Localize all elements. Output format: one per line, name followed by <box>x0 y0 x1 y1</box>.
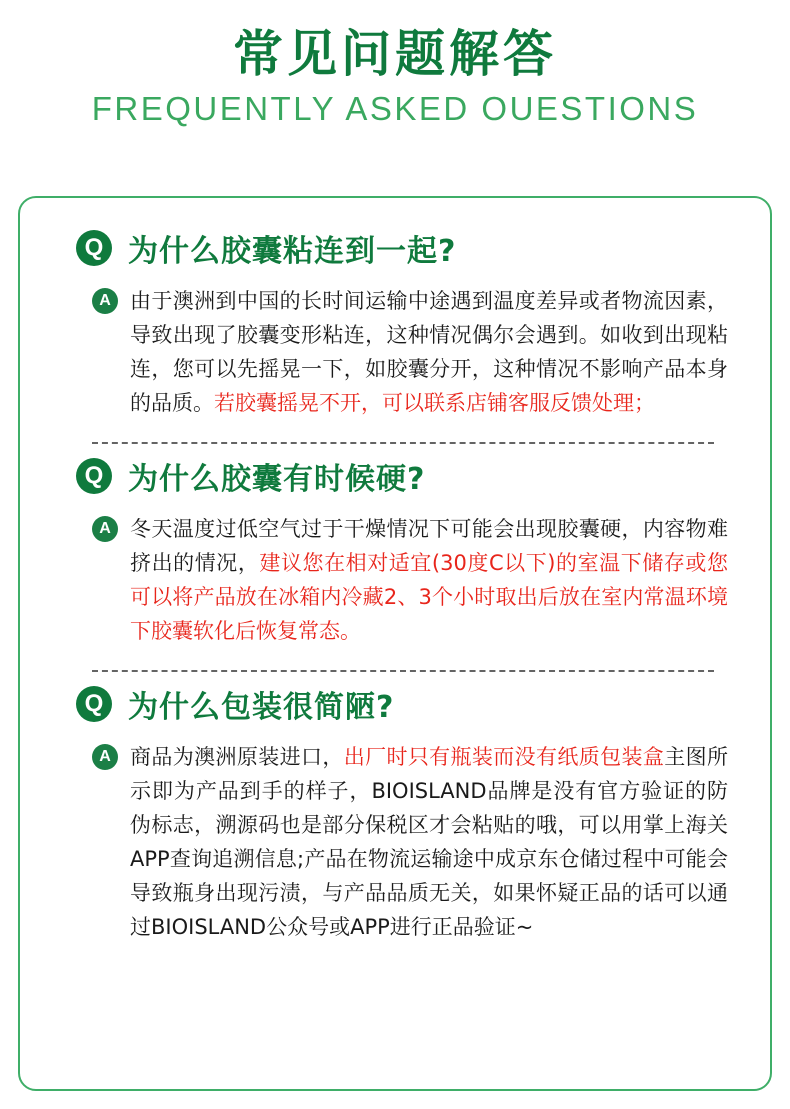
answer-badge-icon: A <box>92 744 118 770</box>
answer-badge-icon: A <box>92 516 118 542</box>
answer-text <box>130 512 728 648</box>
question-badge-icon: Q <box>76 686 112 722</box>
answer-segment-highlight: 出厂时只有瓶装而没有纸质包装盒 <box>343 745 665 770</box>
answer-text <box>130 740 728 944</box>
answer-segment: 主图所示即为产品到手的样子，BIOISLAND品牌是没有官方验证的防伪标志，溯源码也是部分保税区才会粘贴的哦，可以用掌上海关APP查询追溯信息;产品在物流运输途中成京东仓储过程中可能会导致瓶身出现污渍，与产品品质无关，如果怀疑正品的话可以通过BIOISLAND公众号或APP进行正品验证~ <box>130 745 729 940</box>
answer-segment: 由于澳洲到中国的长时间运输中途遇到温度差异或者物流因素，导致出现了胶囊变形粘连，这种情况偶尔会遇到。如收到出现粘连，您可以先摇晃一下，如胶囊分开，这种情况不影响产品本身的品质。 <box>130 289 728 416</box>
question-row <box>46 682 744 726</box>
question-badge-icon: Q <box>76 230 112 266</box>
answer-row <box>46 512 744 648</box>
question-text: 为什么胶囊有时候硬? <box>128 462 426 498</box>
section-divider <box>92 670 714 672</box>
question-badge-icon: Q <box>76 458 112 494</box>
answer-text <box>130 284 728 420</box>
page-title: 常见问题解答 <box>233 25 557 83</box>
answer-segment: 冬天温度过低空气过于干燥情况下可能会出现胶囊硬，内容物难挤出的情况， <box>130 517 728 576</box>
answer-segment-highlight: 若胶囊摇晃不开，可以联系店铺客服反馈处理； <box>214 391 655 416</box>
page-header <box>0 0 790 128</box>
question-text: 为什么包装很简陋? <box>128 690 395 726</box>
question-text: 为什么胶囊粘连到一起? <box>128 234 457 269</box>
page-subtitle: FREQUENTLY ASKED OUESTIONS <box>91 89 699 127</box>
faq-item <box>46 444 744 648</box>
faq-item <box>46 216 744 420</box>
faq-container <box>18 196 772 1091</box>
question-row <box>46 454 744 498</box>
answer-segment-highlight: 建议您在相对适宜(30度C以下)的室温下储存或您可以将产品放在冰箱内冷藏2、3个小时取出后放在室内常温环境下胶囊软化后恢复常态。 <box>130 551 728 644</box>
section-divider <box>92 442 714 444</box>
answer-row <box>46 740 744 944</box>
answer-segment: 商品为澳洲原装进口， <box>130 745 344 770</box>
faq-item <box>46 672 744 944</box>
answer-row <box>46 284 744 420</box>
question-row <box>46 226 744 270</box>
answer-badge-icon: A <box>92 288 118 314</box>
